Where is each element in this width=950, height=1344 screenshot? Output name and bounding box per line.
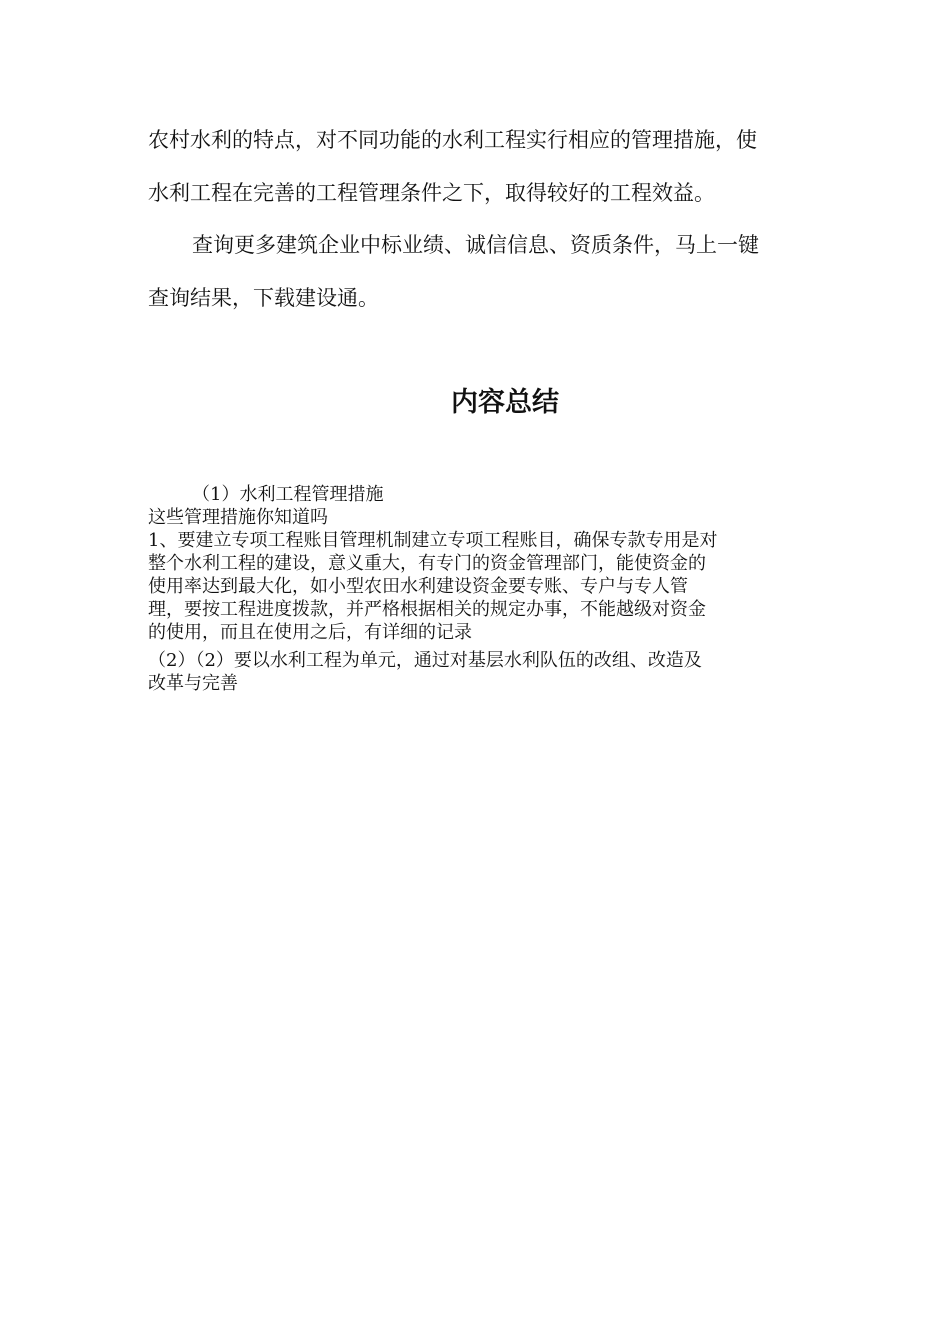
summary-title: 内容总结 [451,387,559,418]
summary-item-1-line: 整个水利工程的建设，意义重大，有专门的资金管理部门，能使资金的 [148,553,706,574]
body-paragraph-2-line-2: 查询结果，下载建设通。 [148,286,379,310]
body-paragraph-2-line-1: 查询更多建筑企业中标业绩、诚信信息、资质条件，马上一键 [192,233,759,257]
summary-item-2-line: （2）（2）要以水利工程为单元，通过对基层水利队伍的改组、改造及 [148,650,702,671]
body-paragraph-1-line-2: 水利工程在完善的工程管理条件之下，取得较好的工程效益。 [148,181,715,205]
summary-item-1-line: 1、要建立专项工程账目管理机制建立专项工程账目，确保专款专用是对 [148,530,718,551]
summary-item-1-line: 使用率达到最大化，如小型农田水利建设资金要专账、专户与专人管 [148,576,688,597]
summary-item-2-line: 改革与完善 [148,673,238,694]
summary-item-1-subheading: 这些管理措施你知道吗 [148,507,328,528]
summary-item-1-line: 的使用，而且在使用之后，有详细的记录 [148,622,472,643]
summary-item-1-line: 理，要按工程进度拨款，并严格根据相关的规定办事，不能越级对资金 [148,599,706,620]
body-paragraph-1-line-1: 农村水利的特点，对不同功能的水利工程实行相应的管理措施，使 [148,128,757,152]
summary-item-1-heading: （1）水利工程管理措施 [192,484,384,505]
